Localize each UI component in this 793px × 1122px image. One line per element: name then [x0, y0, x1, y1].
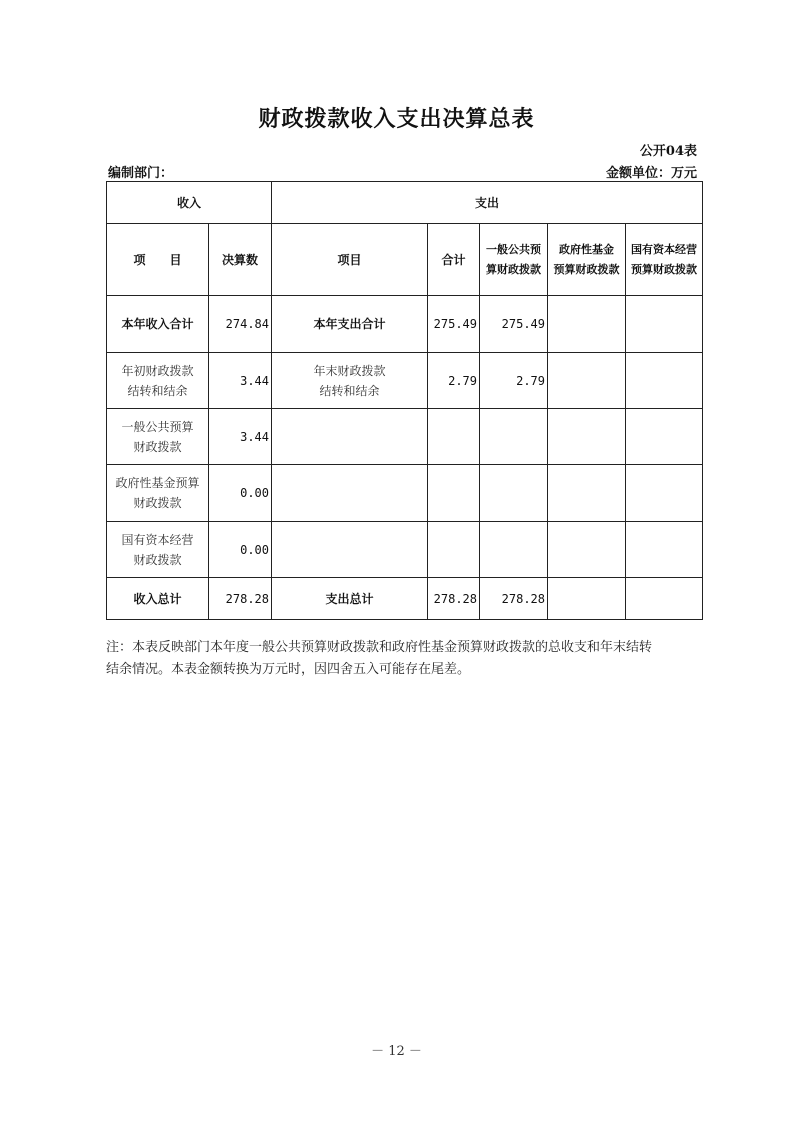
income-item: 年初财政拨款 结转和结余 [107, 353, 209, 409]
budget-summary-table [106, 181, 703, 620]
expense-state [626, 296, 703, 353]
column-header-row [107, 224, 703, 296]
expense-item: 本年支出合计 [272, 296, 428, 353]
expense-fund [548, 409, 626, 465]
expense-item [272, 409, 428, 465]
expense-item: 年末财政拨款 结转和结余 [272, 353, 428, 409]
expense-general: 278.28 [480, 578, 548, 620]
expense-fund [548, 296, 626, 353]
table-row [107, 465, 703, 522]
income-amount: 3.44 [209, 409, 272, 465]
table-row [107, 296, 703, 353]
income-item: 本年收入合计 [107, 296, 209, 353]
table-row [107, 353, 703, 409]
expense-general [480, 409, 548, 465]
expense-state [626, 465, 703, 522]
income-amount: 274.84 [209, 296, 272, 353]
form-number: 公开04表 [639, 144, 697, 159]
income-amount: 3.44 [209, 353, 272, 409]
income-item: 政府性基金预算 财政拨款 [107, 465, 209, 522]
col-state: 国有资本经营 预算财政拨款 [626, 224, 703, 296]
expense-total [428, 409, 480, 465]
expense-total: 275.49 [428, 296, 480, 353]
col-item-income: 项 目 [107, 224, 209, 296]
expense-state [626, 578, 703, 620]
expense-fund [548, 353, 626, 409]
income-amount: 278.28 [209, 578, 272, 620]
expense-general [480, 522, 548, 578]
col-amount: 决算数 [209, 224, 272, 296]
income-header: 收入 [107, 182, 272, 224]
table-row [107, 522, 703, 578]
table-row [107, 578, 703, 620]
department-label: 编制部门： [108, 166, 174, 181]
col-total: 合计 [428, 224, 480, 296]
expense-header: 支出 [272, 182, 703, 224]
expense-state [626, 353, 703, 409]
expense-state [626, 409, 703, 465]
expense-fund [548, 522, 626, 578]
col-item-expense: 项目 [272, 224, 428, 296]
col-fund: 政府性基金 预算财政拨款 [548, 224, 626, 296]
page-number: － 12 － [371, 1044, 422, 1059]
income-item: 收入总计 [107, 578, 209, 620]
expense-item [272, 465, 428, 522]
col-general: 一般公共预 算财政拨款 [480, 224, 548, 296]
expense-item: 支出总计 [272, 578, 428, 620]
expense-total [428, 522, 480, 578]
expense-fund [548, 578, 626, 620]
table-row [107, 409, 703, 465]
expense-general [480, 465, 548, 522]
expense-item [272, 522, 428, 578]
expense-state [626, 522, 703, 578]
page-title: 财政拨款收入支出决算总表 [258, 107, 535, 132]
expense-total [428, 465, 480, 522]
income-item: 一般公共预算 财政拨款 [107, 409, 209, 465]
expense-fund [548, 465, 626, 522]
expense-general: 275.49 [480, 296, 548, 353]
income-item: 国有资本经营 财政拨款 [107, 522, 209, 578]
expense-total: 2.79 [428, 353, 480, 409]
expense-general: 2.79 [480, 353, 548, 409]
income-amount: 0.00 [209, 465, 272, 522]
section-header-row [107, 182, 703, 224]
expense-total: 278.28 [428, 578, 480, 620]
table-note: 注：本表反映部门本年度一般公共预算财政拨款和政府性基金预算财政拨款的总收支和年末结转 结余情况。本表金额转换为万元时，因四舍五入可能存在尾差。 [106, 640, 653, 677]
income-amount: 0.00 [209, 522, 272, 578]
unit-label: 金额单位：万元 [605, 166, 697, 181]
